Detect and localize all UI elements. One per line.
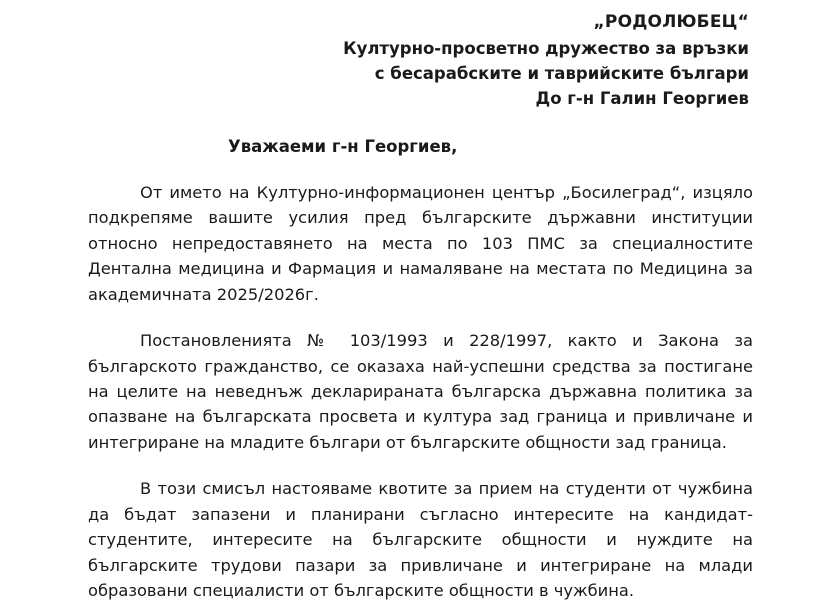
salutation: Уважаеми г-н Георгиев, <box>228 137 458 157</box>
organization-subtitle-line-2: с бесарабските и таврийските българи <box>374 63 749 83</box>
organization-name: „РОДОЛЮБЕЦ“ <box>593 12 749 32</box>
organization-subtitle-line-1: Културно-просветно дружество за връзки <box>343 38 749 58</box>
addressee: До г-н Галин Георгиев <box>535 88 749 108</box>
letter-header <box>88 10 753 111</box>
paragraph-1: От името на Културно-информационен център „Босилеград“, изцяло подкрепяме вашите усилия пред българските държавни институции относно непредоставянето на места по 103 ПМС за специалностите Дентална медицина и Фармация и намаляване на местата по Медицина за академичната 2025/2026г. <box>88 183 753 304</box>
paragraph-2: Постановленията № 103/1993 и 228/1997, както и Закона за българското гражданство, се оказаха най-успешни средства за постигане на целите на неведнъж декларираната българска държавна политика за опазване на българската просвета и култура зад граница и привличане и интегриране на младите българи от българските общности зад граница. <box>88 331 753 452</box>
paragraph-3: В този смисъл настояваме квотите за прием на студенти от чужбина да бъдат запазени и планирани съгласно интересите на кандидат-студентите, интересите на българските общности и нуждите на българските трудови пазари за привличане и интегриране на млади образовани специалисти от българските общности в чужбина. <box>88 479 753 600</box>
